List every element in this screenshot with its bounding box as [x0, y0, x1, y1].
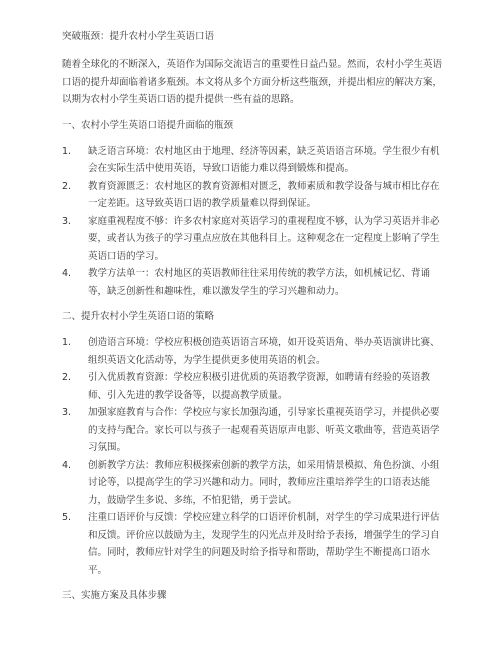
list-item-number: 4.: [62, 268, 72, 279]
list-item-text: 教育资源匮乏：农村地区的教育资源相对匮乏，教师素质和教学设备与城市相比存在一定差距。这导致英语口语的教学质量难以得到保证。: [88, 180, 440, 209]
list-item-text: 缺乏语言环境：农村地区由于地理、经济等因素，缺乏英语语言环境。学生很少有机会在实际生活中使用英语，导致口语能力难以得到锻炼和提高。: [88, 145, 440, 174]
intro-paragraph: 随着全球化的不断深入，英语作为国际交流语言的重要性日益凸显。然而，农村小学生英语口语的提升却面临着诸多瓶颈。本文将从多个方面分析这些瓶颈，并提出相应的解决方案，以期为农村小学生英语口语的提升提供一些有益的思路。: [62, 59, 443, 105]
list-item-number: 1.: [62, 145, 72, 157]
document-title: 突破瓶颈：提升农村小学生英语口语: [62, 31, 215, 42]
list-item: [62, 404, 446, 457]
list-item: [62, 178, 446, 213]
section-strategies: [62, 310, 446, 579]
section-heading: 一、农村小学生英语口语提升面临的瓶颈: [62, 119, 234, 131]
section-heading: 三、实施方案及具体步骤: [62, 590, 167, 601]
list-item-number: 4.: [62, 459, 72, 471]
section-heading: 二、提升农村小学生英语口语的策略: [62, 311, 215, 322]
list-item: [62, 369, 446, 404]
list-item-number: 1.: [62, 337, 72, 348]
list-item-text: 家庭重视程度不够：许多农村家庭对英语学习的重视程度不够，认为学习英语并非必要，或者认为孩子的学习重点应放在其他科目上。这种观念在一定程度上影响了学生英语口语的学习。: [88, 215, 440, 262]
list-item: [62, 457, 446, 510]
bottleneck-list: [62, 143, 446, 301]
list-item-text: 创造语言环境：学校应积极创造英语语言环境，如开设英语角、举办英语演讲比赛、组织英语文化活动等，为学生提供更多使用英语的机会。: [88, 337, 440, 366]
list-item-text: 引入优质教育资源：学校应积极引进优质的英语教学资源，如聘请有经验的英语教师、引入先进的教学设备等，以提高教学质量。: [88, 372, 431, 401]
list-item-number: 3.: [62, 215, 72, 227]
list-item-number: 2.: [62, 180, 72, 192]
list-item: [62, 334, 446, 369]
list-item-number: 3.: [62, 407, 72, 418]
list-item: [62, 143, 446, 178]
list-item: [62, 265, 446, 300]
list-item-text: 创新教学方法：教师应积极探索创新的教学方法，如采用情景模拟、角色扮演、小组讨论等，以提高学生的学习兴趣和动力。同时，教师应注重培养学生的口语表达能力，鼓励学生多说、多练，不怕犯错，勇于尝试。: [88, 459, 440, 506]
list-item-text: 教学方法单一：农村地区的英语教师往往采用传统的教学方法，如机械记忆、背诵等，缺乏创新性和趣味性，难以激发学生的学习兴趣和动力。: [88, 268, 431, 297]
list-item-number: 5.: [62, 512, 72, 523]
section-implementation: [62, 589, 446, 603]
list-item: [62, 509, 446, 579]
section-bottlenecks: [62, 119, 446, 301]
list-item-text: 注重口语评价与反馈：学校应建立科学的口语评价机制，对学生的学习成果进行评估和反馈。评价应以鼓励为主，发现学生的闪光点并及时给予表扬，增强学生的学习自信。同时，教师应针对学生的问题及时给予指导和帮助，帮助学生不断提高口语水平。: [88, 512, 440, 576]
list-item: [62, 213, 446, 266]
list-item-number: 2.: [62, 372, 72, 383]
list-item-text: 加强家庭教育与合作：学校应与家长加强沟通，引导家长重视英语学习，并提供必要的支持与配合。家长可以与孩子一起观看英语原声电影、听英文歌曲等，营造英语学习氛围。: [88, 407, 440, 453]
strategy-list: [62, 334, 446, 579]
